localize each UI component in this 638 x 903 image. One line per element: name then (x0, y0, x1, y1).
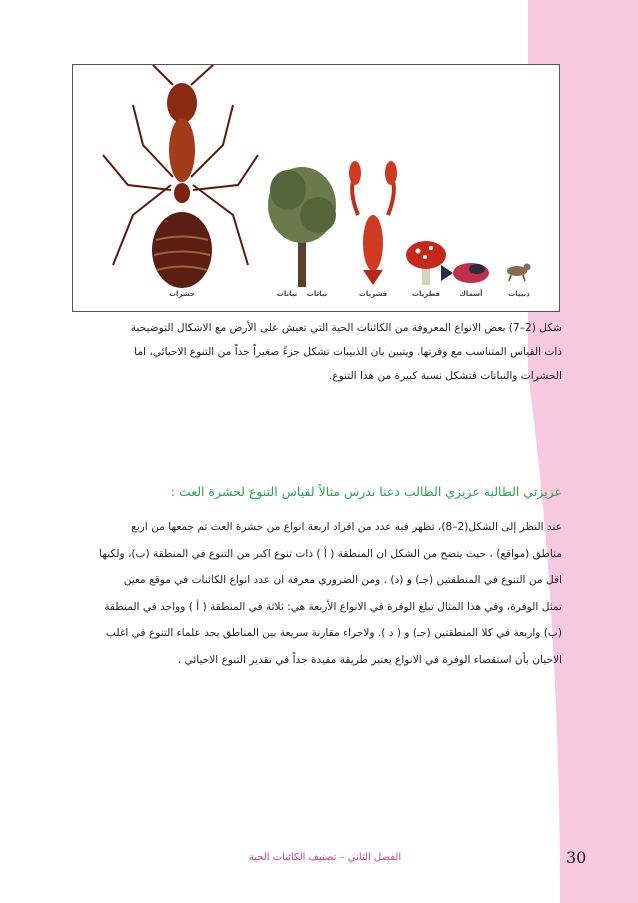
body-line: اقل من التنوع في المنطقتين (جـ) و (د) . ومن الضروري معرفة ان عدد انواع الكائنات في موقع معين (123, 574, 562, 586)
mammal-illustration (507, 264, 531, 282)
body-line: الاحيان بأن استقصاء الوفرة في الانواع يعتبر طريقة مفيدة جداً في تقدير التنوع الاحيائي . (177, 653, 562, 666)
figure-species-abundance (72, 64, 560, 312)
section-heading: عزيزتي الطالبة عزيزي الطالب دعنا ندرس مثالاً لقياس التنوع لحشرة العث : (170, 484, 562, 499)
ant-illustration (103, 65, 258, 288)
body-paragraph (62, 514, 562, 673)
body-line: (ب) واربعة في كلا المنطقتين (جـ) و ( د ). ولاجراء مقارنة سريعة بين المناطق يجد علماء التنوع في اغلب (105, 627, 562, 639)
figure-label-mammals: ذبيبات (508, 290, 530, 298)
figure-label-fungi: فطريات (411, 290, 441, 298)
body-line: عند النظر إلى الشكل(2–8)، تظهر فيه عدد من افراد اربعة انواع من حشرة العث تم جمعها من اربع (131, 521, 562, 533)
figure-label-crustaceans: قشريات (358, 290, 388, 298)
figure-label-insects: حشرات (169, 290, 195, 298)
figure-label-plants-2: نباتات (306, 290, 328, 298)
footer-chapter-title: الفصل الثاني – تصنيف الكائنات الحية (248, 852, 402, 863)
figure-illustration (73, 65, 559, 311)
body-line: مناطق (مواقع) ، حيث يتضح من الشكل ان المنطقة ( أ ) ذات تنوع اكبر من التنوع في المنطقة (ب)، ولكنها (99, 547, 562, 560)
figure-label-plants: نباتات (276, 290, 298, 298)
figure-label-fish: أسماك (459, 290, 483, 298)
tree-illustration (268, 167, 336, 287)
mushroom-illustration (406, 241, 446, 285)
fish-illustration (441, 263, 489, 283)
caption-line: ذات القياس المتناسب مع وفرتها. ويتبين بان الذبيبات تشكل جزءً صغيراً جداً من التنوع الاحيائي، اما (134, 346, 562, 358)
page-number: 30 (566, 848, 587, 867)
lobster-illustration (349, 161, 397, 285)
body-line: تمثل الوفرة، وفي هذا المثال تبلغ الوفرة في الانواع الأربعة هي: ثلاثة في المنطقة ( أ ) وواحد في المنطقة (104, 600, 562, 613)
caption-line: الحشرات والنباتات فتشكل نسبة كبيرة من هذا التنوع. (328, 370, 562, 382)
figure-caption (62, 316, 562, 388)
caption-line: شكل (2–7) بعض الانواع المعروفة من الكائنات الحية التي تعيش على الأرض مع الاشكال التوضيحية (130, 322, 562, 334)
